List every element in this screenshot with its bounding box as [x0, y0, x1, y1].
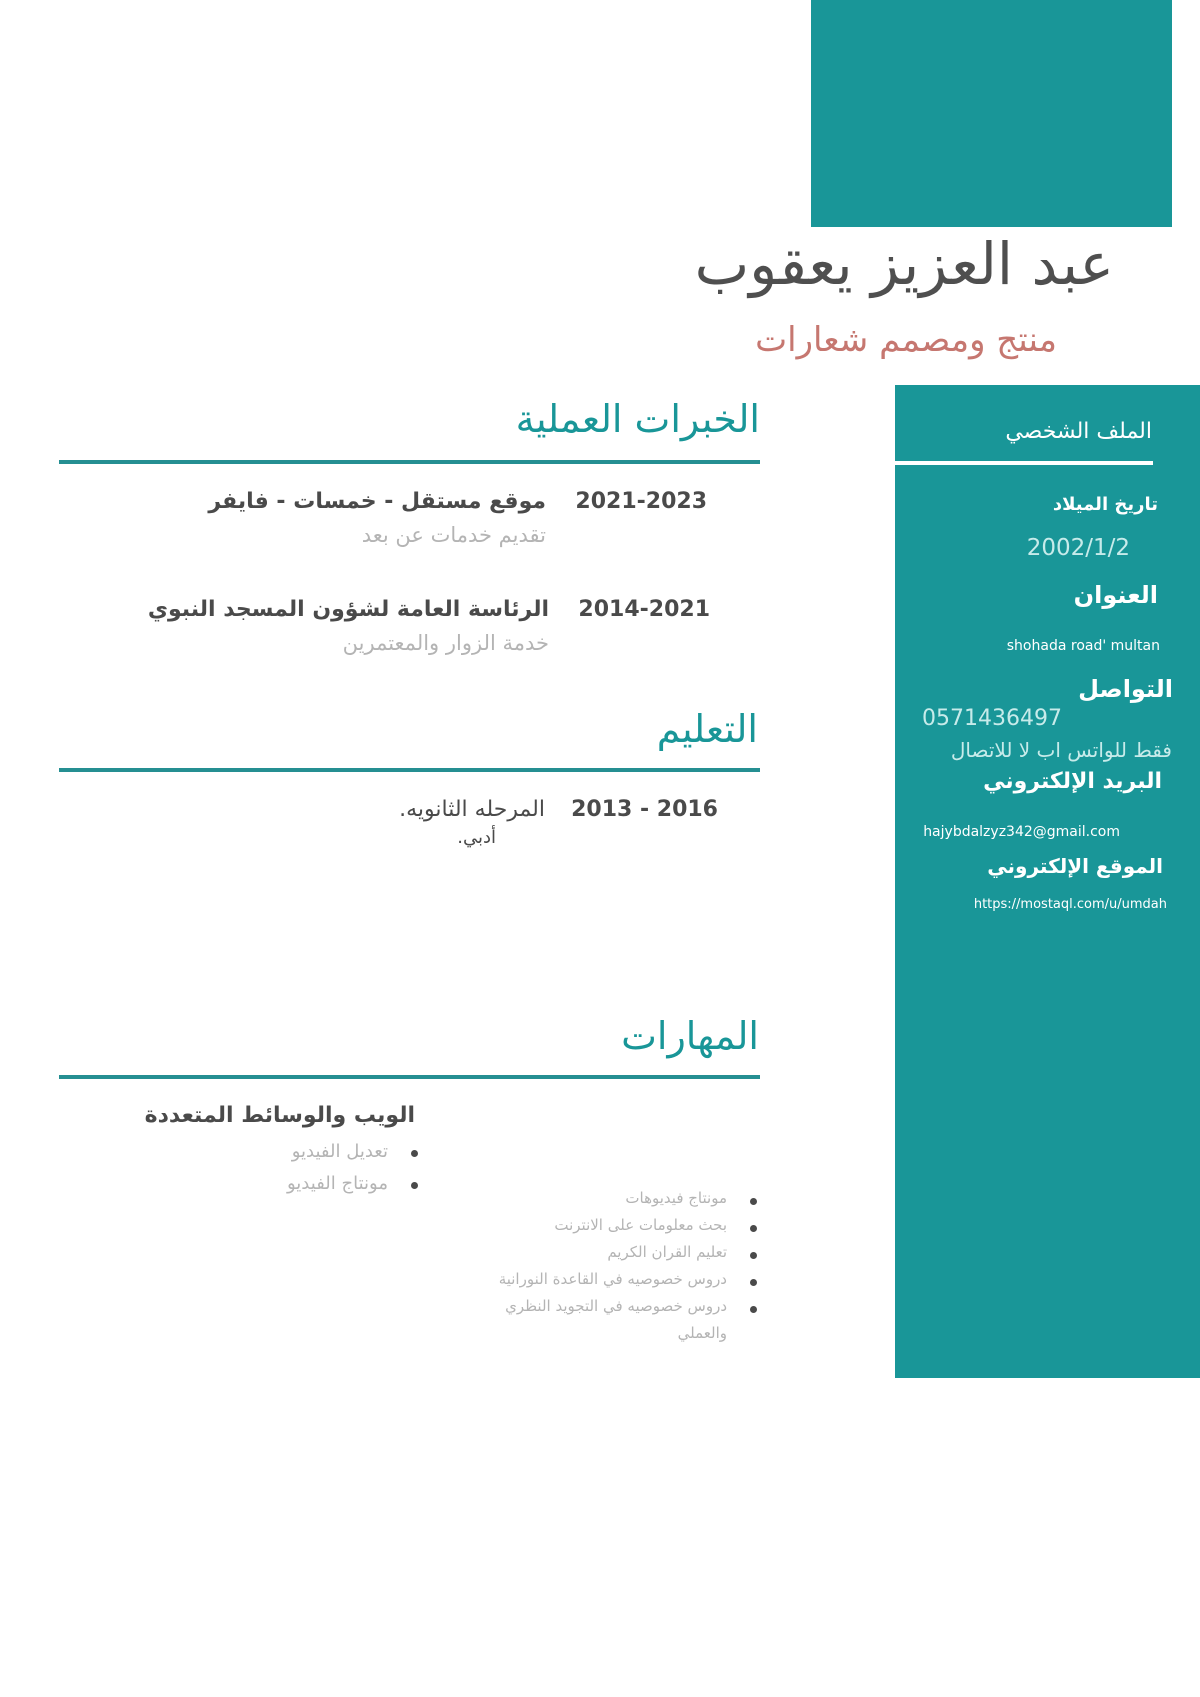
skills-extra-list: [499, 1185, 757, 1320]
skill-item-label: دروس خصوصيه في القاعدة النورانية: [498, 1270, 727, 1288]
list-item: [499, 1185, 757, 1212]
bullet-icon: [411, 1182, 418, 1189]
skill-item-label: تعديل الفيديو: [291, 1141, 388, 1162]
experience-1-title: موقع مستقل - خمسات - فايفر: [208, 489, 546, 514]
skills-rule: [59, 1075, 760, 1079]
bullet-icon: [750, 1198, 757, 1205]
education-rule: [59, 768, 760, 772]
skill-item-label: تعليم القران الكريم: [607, 1243, 727, 1261]
list-item: [287, 1168, 418, 1200]
skill-item-label: دروس خصوصيه في التجويد النظري: [505, 1297, 727, 1315]
bullet-icon: [750, 1252, 757, 1259]
list-item: [499, 1239, 757, 1266]
skills-heading: المهارات: [621, 1014, 759, 1058]
birth-date-label: تاريخ الميلاد: [1052, 494, 1158, 515]
phone-number: 0571436497: [922, 706, 1062, 731]
candidate-name: عبد العزيز يعقوب: [694, 230, 1114, 298]
skills-group-title: الويب والوسائط المتعددة: [144, 1103, 415, 1128]
bullet-icon: [750, 1306, 757, 1313]
education-1-years: 2013 - 2016: [571, 797, 718, 822]
education-1-title: المرحله الثانويه.: [399, 797, 545, 822]
list-item: [499, 1266, 757, 1293]
candidate-job-title: منتج ومصمم شعارات: [755, 320, 1057, 360]
contact-label: التواصل: [1078, 675, 1173, 703]
list-item: [499, 1212, 757, 1239]
experience-rule: [59, 460, 760, 464]
website-value[interactable]: https://mostaql.com/u/umdah: [973, 897, 1167, 912]
skill-item-label: بحث معلومات على الانترنت: [554, 1216, 727, 1234]
skill-item-label: مونتاج فيديوهات: [625, 1189, 727, 1207]
experience-2-title: الرئاسة العامة لشؤون المسجد النبوي: [147, 597, 549, 622]
website-label: الموقع الإلكتروني: [987, 854, 1163, 878]
education-heading: التعليم: [656, 707, 758, 751]
address-label: العنوان: [1073, 581, 1158, 609]
experience-1-subtitle: تقديم خدمات عن بعد: [361, 523, 546, 547]
skill-item-label: مونتاج الفيديو: [287, 1173, 388, 1194]
bullet-icon: [750, 1225, 757, 1232]
experience-1-years: 2021-2023: [575, 489, 707, 514]
experience-2-years: 2014-2021: [578, 597, 710, 622]
birth-date-value: 2002/1/2: [1026, 535, 1130, 561]
bullet-icon: [411, 1150, 418, 1157]
list-item: [287, 1136, 418, 1168]
header-accent-block: [811, 0, 1172, 227]
profile-title: الملف الشخصي: [1005, 419, 1152, 444]
experience-2-subtitle: خدمة الزوار والمعتمرين: [342, 631, 549, 655]
email-label: البريد الإلكتروني: [983, 769, 1162, 794]
skill-item-continuation: والعملي: [677, 1324, 727, 1342]
profile-title-rule: [895, 461, 1153, 465]
list-item: [499, 1293, 757, 1320]
experience-heading: الخبرات العملية: [515, 397, 760, 441]
education-1-subtitle: أدبي.: [457, 827, 496, 848]
skills-group-list: [287, 1136, 418, 1200]
bullet-icon: [750, 1279, 757, 1286]
address-value: shohada road' multan: [1006, 638, 1160, 654]
contact-note: فقط للواتس اب لا للاتصال: [950, 738, 1172, 762]
email-value[interactable]: hajybdalzyz342@gmail.com: [923, 824, 1120, 840]
